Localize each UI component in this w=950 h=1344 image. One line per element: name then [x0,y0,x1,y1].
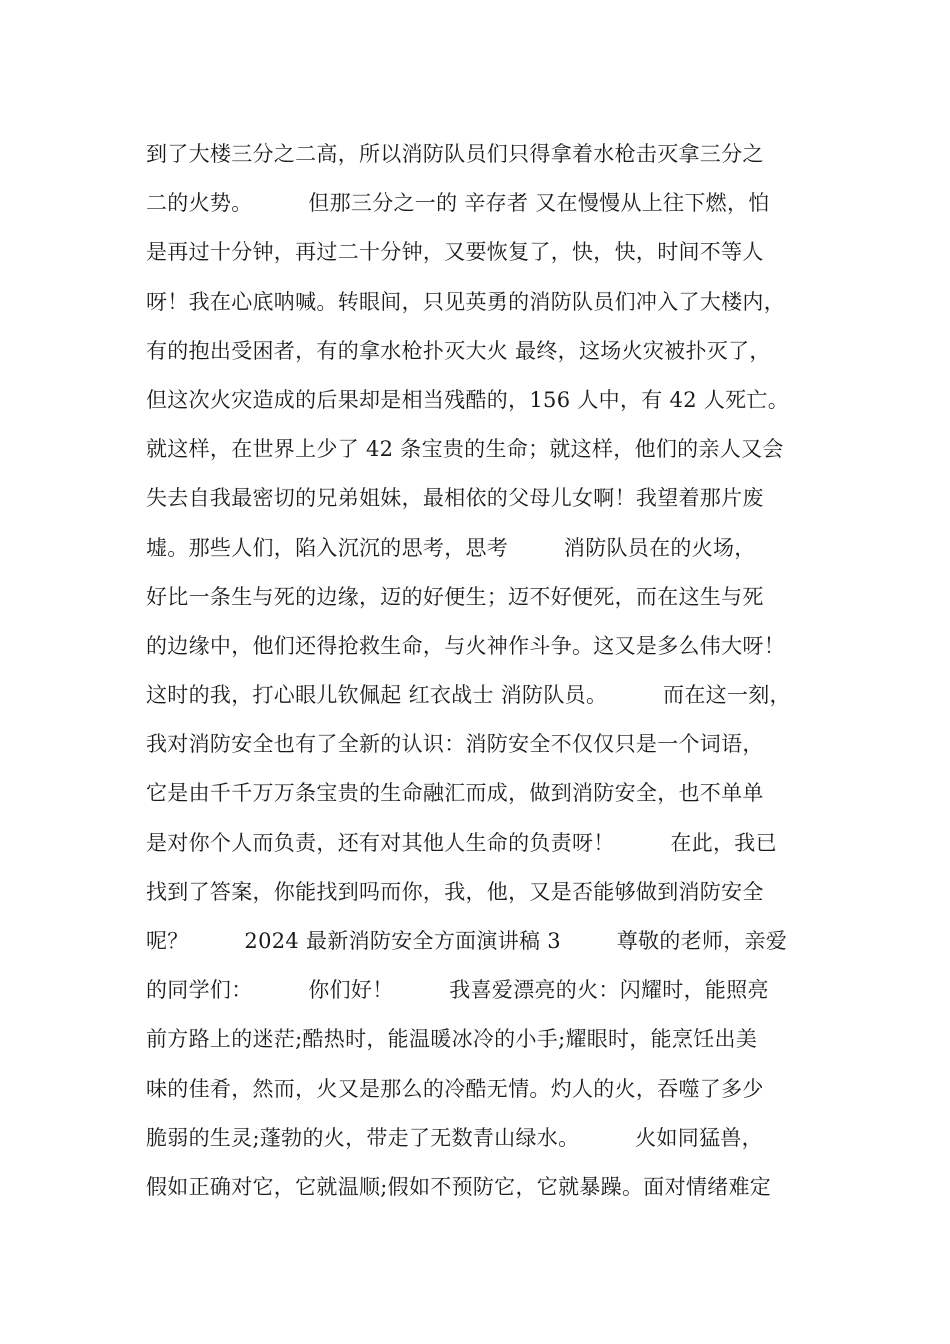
text-line: 墟。那些人们，陷入沉沉的思考，思考 消防队员在的火场， [146,535,756,560]
text-line: 这时的我，打心眼儿钦佩起 红衣战士 消防队员。 而在这一刻， [146,683,791,708]
text-line: 但这次火灾造成的后果却是相当残酷的，156 人中，有 42 人死亡。 [146,387,790,412]
text-line: 它是由千千万万条宝贵的生命融汇而成，做到消防安全，也不单单 [146,781,764,806]
text-line: 脆弱的生灵;蓬勃的火，带走了无数青山绿水。 火如同猛兽， [146,1125,763,1150]
text-line: 到了大楼三分之二高，所以消防队员们只得拿着水枪击灭拿三分之 [146,142,764,166]
text-line: 是再过十分钟，再过二十分钟，又要恢复了，快，快，时间不等人 [146,240,764,265]
text-line: 好比一条生与死的边缘，迈的好便生；迈不好便死，而在这生与死 [146,584,764,609]
text-line: 有的抱出受困者，有的拿水枪扑灭大火 最终，这场火灾被扑灭了， [146,338,771,363]
text-line: 呢？ 2024 最新消防安全方面演讲稿 3 尊敬的老师，亲爱 [146,929,788,953]
text-line: 的边缘中，他们还得抢救生命，与火神作斗争。这又是多么伟大呀！ [146,633,785,658]
body-text [146,130,836,1212]
text-line: 二的火势。 但那三分之一的 辛存者 又在慢慢从上往下燃，怕 [146,191,770,216]
text-line: 失去自我最密切的兄弟姐妹，最相依的父母儿女啊！我望着那片废 [146,486,764,511]
text-line: 我对消防安全也有了全新的认识：消防安全不仅仅只是一个词语， [146,732,764,757]
text-line: 就这样，在世界上少了 42 条宝贵的生命；就这样，他们的亲人又会 [146,437,784,462]
text-line: 找到了答案，你能找到吗而你，我，他，又是否能够做到消防安全 [146,879,764,904]
text-line: 呀！我在心底呐喊。转眼间，只见英勇的消防队员们冲入了大楼内， [146,289,785,314]
text-line: 前方路上的迷茫;酷热时，能温暖冰冷的小手;耀眼时，能烹饪出美 [146,1027,758,1052]
text-line: 的同学们： 你们好！ 我喜爱漂亮的火：闪耀时，能照亮 [146,978,769,1003]
text-line: 是对你个人而负责，还有对其他人生命的负责呀！ 在此，我已 [146,830,777,855]
text-line: 假如正确对它，它就温顺;假如不预防它，它就暴躁。面对情绪难定 [146,1174,772,1199]
text-line: 味的佳肴，然而，火又是那么的冷酷无情。灼人的火，吞噬了多少 [146,1076,764,1101]
